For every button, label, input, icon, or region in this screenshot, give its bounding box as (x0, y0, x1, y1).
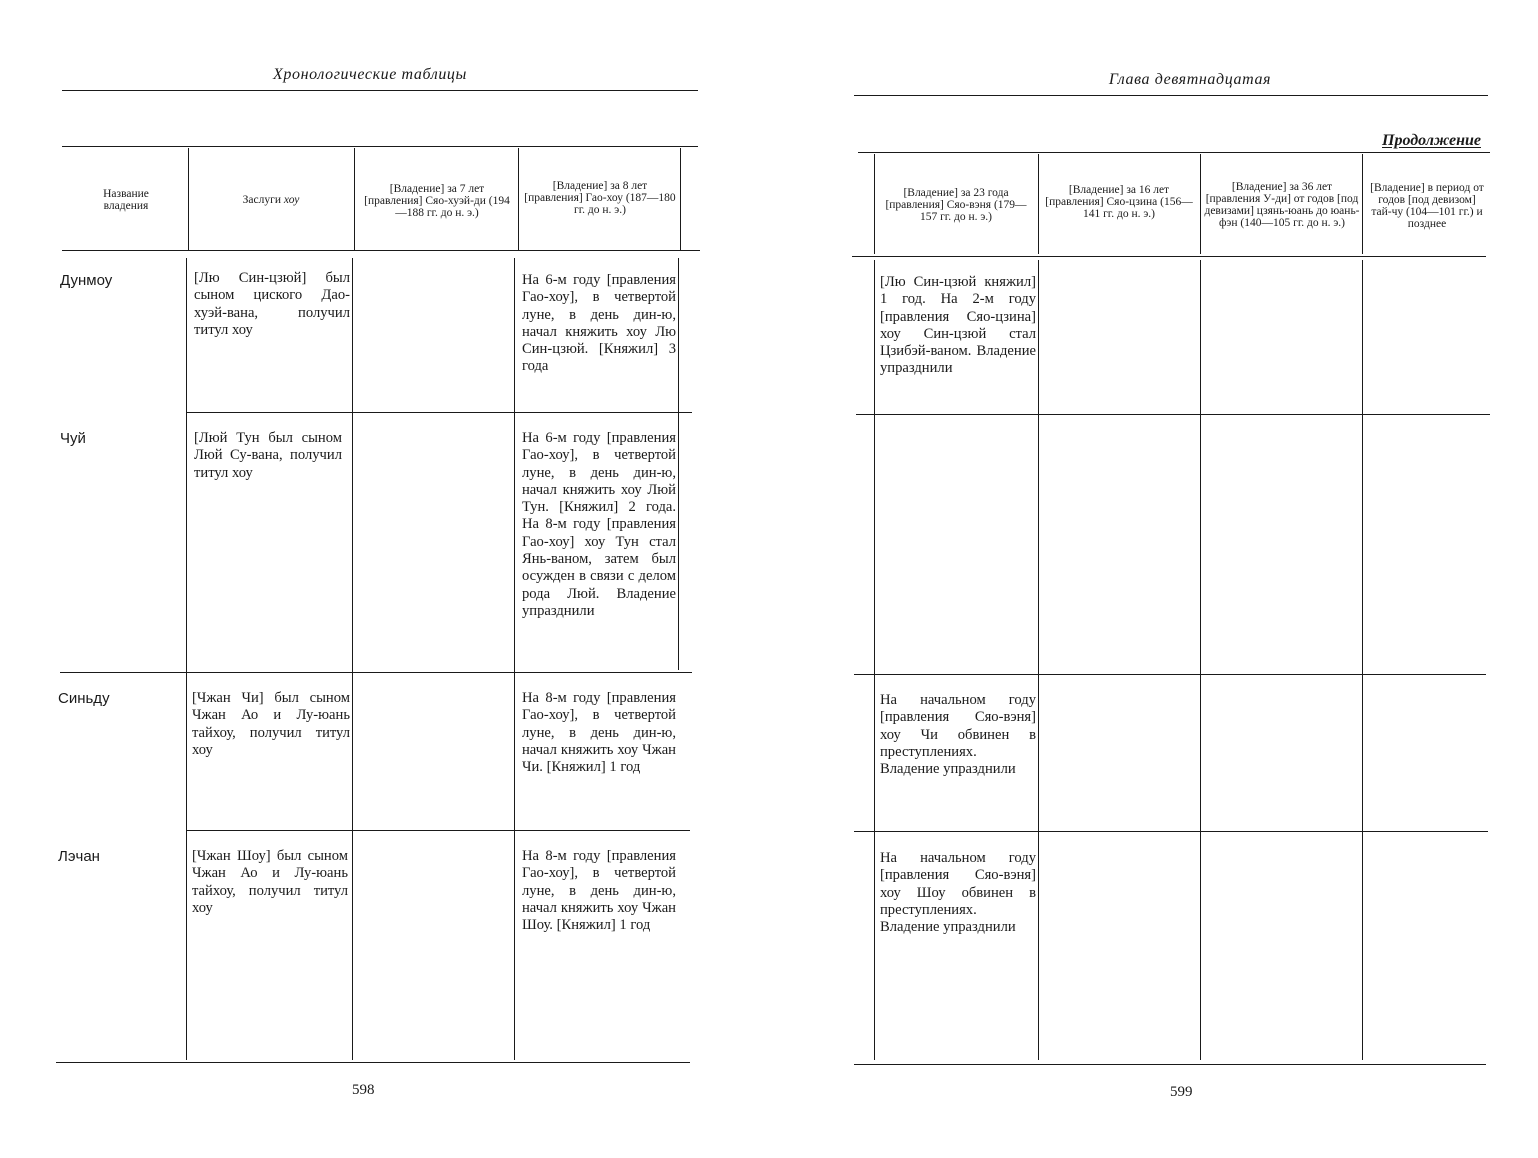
left-header-merit: Заслуги хоу (242, 194, 300, 206)
left-row-rule-2 (60, 672, 692, 673)
left-row-name-dunmou: Дунмоу (60, 272, 113, 289)
left-reign-cell: На 8-м году [правления Гао-хоу], в четвертой луне, в день дин-ю, начал княжить хоу Чжан Чи. [Княжил] 1 год (522, 690, 676, 776)
left-head-rule (62, 90, 698, 91)
left-col-divider-3 (518, 148, 519, 250)
left-col-divider-4 (678, 258, 679, 670)
right-header-col2: [Владение] за 16 лет [правления] Сяо-цзина (156—141 гг. до н. э.) (1045, 184, 1193, 220)
right-reign-cell: [Лю Син-цзюй княжил] 1 год. На 2-м году [правления Сяо-цзина] хоу Син-цзюй стал Цзибэй-ваном. Владение упразднили (880, 274, 1036, 377)
left-col-divider-2 (352, 258, 353, 1060)
right-reign-cell: На начальном году [правления Сяо-вэня] хоу Чи обвинен в преступлениях. Владение упразднили (880, 692, 1036, 778)
right-col-divider-1 (1038, 154, 1039, 254)
right-col-divider-0 (874, 154, 875, 254)
left-row-name-sindu: Синьду (58, 690, 110, 707)
left-col-divider-3 (514, 258, 515, 1060)
left-header-col4: [Владение] за 8 лет [правления] Гао-хоу (187—180 гг. до н. э.) (524, 180, 676, 216)
left-col-divider-1 (188, 148, 189, 250)
right-reign-cell: На начальном году [правления Сяо-вэня] хоу Шоу обвинен в преступлениях. Владение упразднили (880, 850, 1036, 936)
left-col-divider-4 (680, 148, 681, 250)
right-header-bottom-rule (852, 256, 1486, 257)
right-header-col4: [Владение] в период от годов [под девизом] тай-чу (104—101 гг.) и позднее (1370, 182, 1484, 230)
left-row-name-lechan: Лэчан (58, 848, 100, 865)
right-col-divider-0 (874, 260, 875, 1060)
left-row-rule-3 (186, 830, 690, 831)
right-col-divider-3 (1362, 154, 1363, 254)
right-running-head: Глава девятнадцатая (1108, 71, 1272, 88)
left-row-name-chui: Чуй (60, 430, 86, 447)
right-head-rule (854, 95, 1488, 96)
left-col-divider-2 (354, 148, 355, 250)
left-reign-cell: На 8-м году [правления Гао-хоу], в четвертой луне, в день дин-ю, начал княжить хоу Чжан Шоу. [Княжил] 1 год (522, 848, 676, 934)
right-col-divider-2 (1200, 260, 1201, 1060)
left-merit-cell: [Чжан Шоу] был сыном Чжан Ао и Лу-юань тайхоу, получил титул хоу (192, 848, 348, 916)
left-merit-cell: [Лю Син-цзюй] был сыном циского Дао-хуэй-вана, получил титул хоу (194, 270, 350, 338)
right-row-rule-3 (854, 831, 1488, 832)
right-row-rule-2 (854, 674, 1486, 675)
left-header-bottom-rule (62, 250, 700, 251)
left-reign-cell: На 6-м году [правления Гао-хоу], в четвертой луне, в день дин-ю, начал княжить хоу Лю Син-цзюй. [Княжил] 3 года (522, 272, 676, 375)
left-page-number: 598 (352, 1082, 375, 1098)
left-table-bottom-rule (56, 1062, 690, 1063)
continued-label: Продолжение (1382, 132, 1481, 149)
left-header-col3: [Владение] за 7 лет [правления] Сяо-хуэй-ди (194—188 гг. до н. э.) (364, 183, 510, 219)
left-reign-cell: На 6-м году [правления Гао-хоу], в четвертой луне, в день дин-ю, начал княжить хоу Люй Тун. [Княжил] 2 года. На 8-м году [правления Гао-хоу] хоу Тун стал Янь-ваном, затем был осужден в связи с делом рода Люй. Владение упразднили (522, 430, 676, 619)
right-col-divider-2 (1200, 154, 1201, 254)
right-table-bottom-rule (854, 1064, 1486, 1065)
right-table-top-rule (858, 152, 1490, 153)
left-col-divider-1 (186, 258, 187, 1060)
right-col-divider-1 (1038, 260, 1039, 1060)
left-row-rule-1 (186, 412, 692, 413)
right-col-divider-3 (1362, 260, 1363, 1060)
left-running-head: Хронологические таблицы (273, 66, 467, 83)
left-table-top-rule (62, 146, 698, 147)
right-page-number: 599 (1170, 1084, 1193, 1100)
right-header-col1: [Владение] за 23 года [правления] Сяо-вэня (179—157 гг. до н. э.) (885, 187, 1027, 223)
left-merit-cell: [Чжан Чи] был сыном Чжан Ао и Лу-юань тайхоу, получил титул хоу (192, 690, 350, 758)
right-header-col3: [Владение] за 36 лет [правления У-ди] от годов [под девизами] цзянь-юань до юань-фэн (140—105 гг. до н. э.) (1204, 181, 1360, 229)
right-row-rule-1 (856, 414, 1490, 415)
left-header-name: Название владения (103, 188, 149, 212)
left-merit-cell: [Люй Тун был сыном Люй Су-вана, получил титул хоу (194, 430, 342, 481)
